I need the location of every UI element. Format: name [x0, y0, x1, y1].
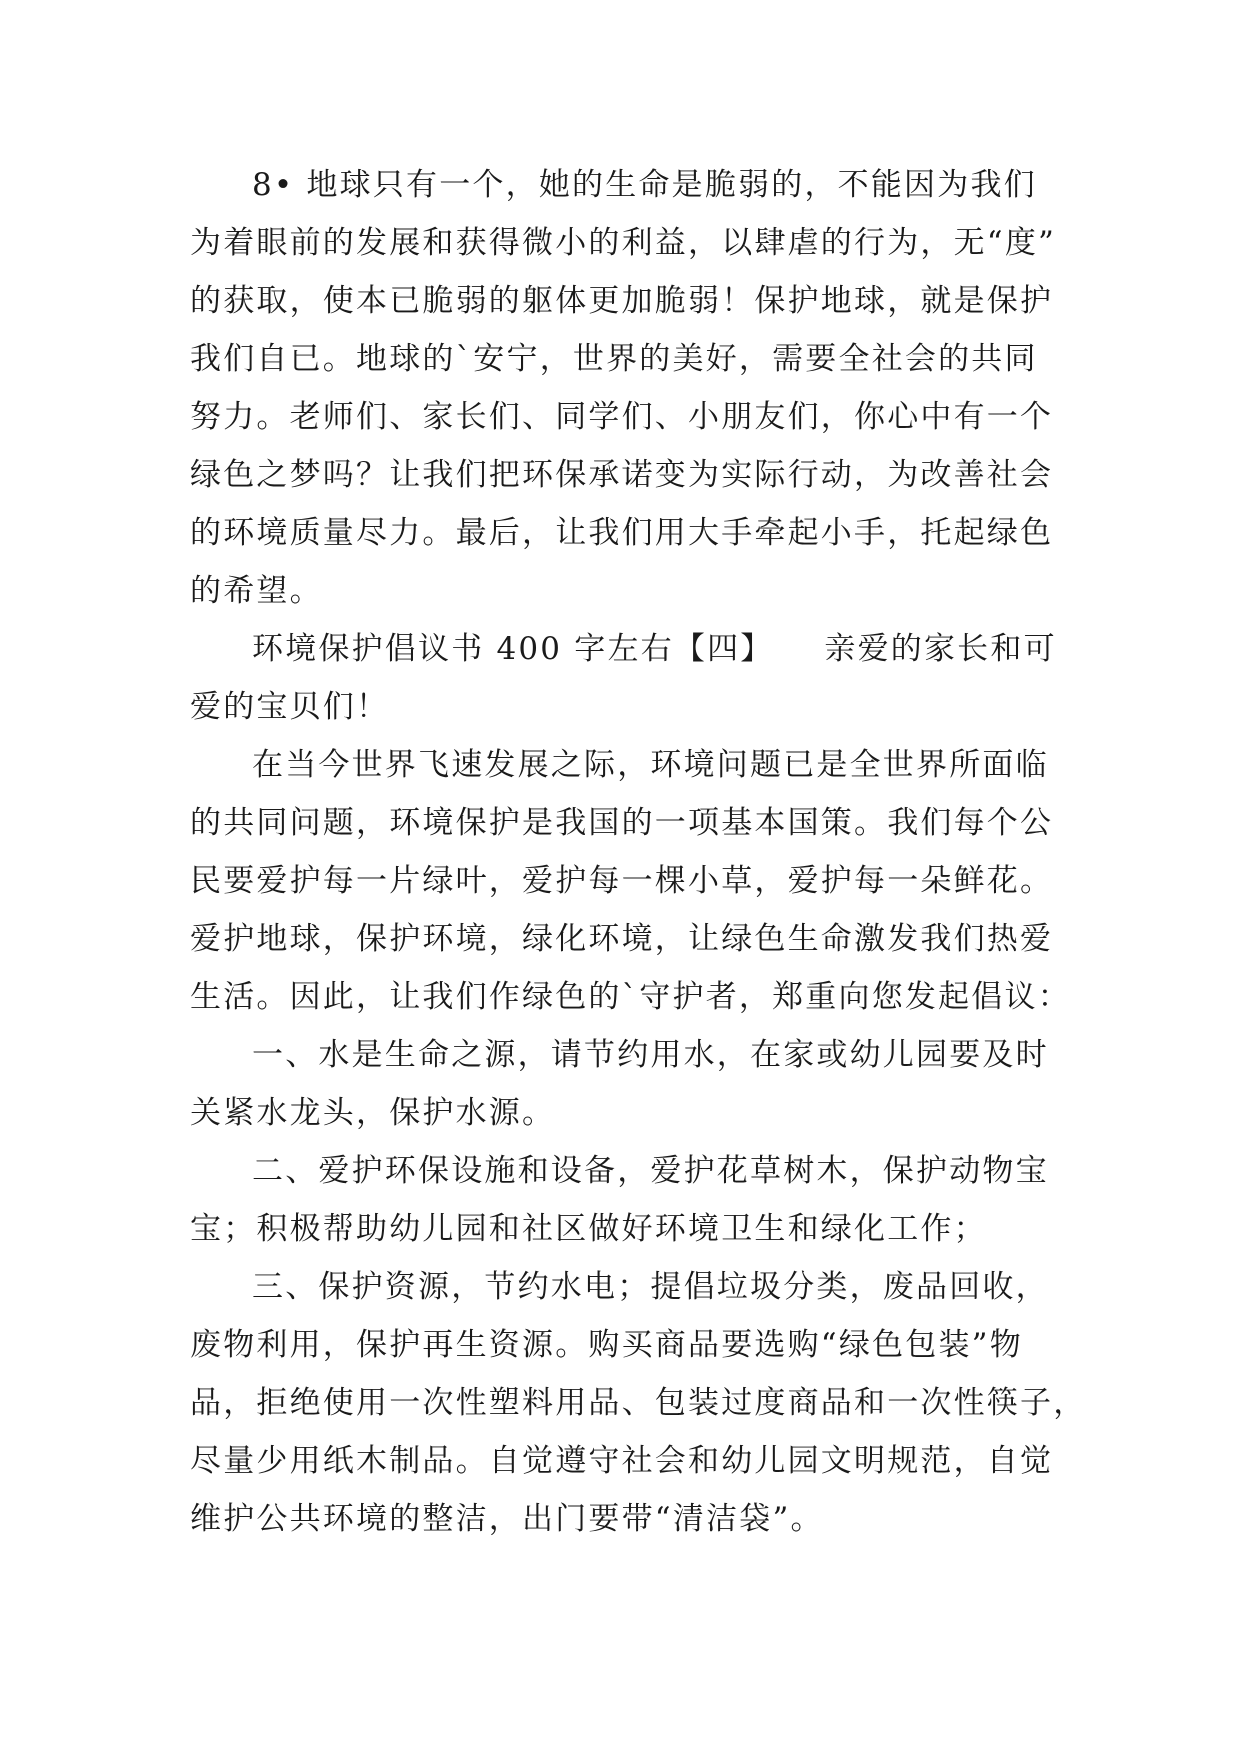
text-line-2: 为着眼前的发展和获得微小的利益，以肆虐的行为，无“度” [190, 225, 1057, 261]
section-heading-line: 环境保护倡议书 400 字左右【四】 亲爱的家长和可 [252, 631, 1057, 667]
proposal-1-line-1: 一、水是生命之源，请节约用水，在家或幼儿园要及时 [252, 1037, 1049, 1073]
text-line-3: 的获取，使本已脆弱的躯体更加脆弱！保护地球，就是保护 [190, 283, 1054, 319]
proposal-2-line-2: 宝；积极帮助幼儿园和社区做好环境卫生和绿化工作； [190, 1211, 987, 1247]
proposal-3-line-4: 尽量少用纸木制品。自觉遵守社会和幼儿园文明规范，自觉 [190, 1443, 1054, 1479]
text-line-5: 努力。老师们、家长们、同学们、小朋友们，你心中有一个 [190, 399, 1054, 435]
proposal-3-line-1: 三、保护资源，节约水电；提倡垃圾分类，废品回收， [252, 1269, 1049, 1305]
proposal-3-line-5: 维护公共环境的整洁，出门要带“清洁袋”。 [190, 1501, 824, 1537]
text-line-11: 在当今世界飞速发展之际，环境问题已是全世界所面临 [252, 747, 1049, 783]
salutation-line: 爱的宝贝们！ [190, 689, 390, 725]
text-line-15: 生活。因此，让我们作绿色的`守护者，郑重向您发起倡议： [190, 979, 1071, 1015]
proposal-1-line-2: 关紧水龙头，保护水源。 [190, 1095, 556, 1131]
text-line-6: 绿色之梦吗？让我们把环保承诺变为实际行动，为改善社会 [190, 457, 1054, 493]
proposal-2-line-1: 二、爱护环保设施和设备，爱护花草树木，保护动物宝 [252, 1153, 1049, 1189]
text-line-13: 民要爱护每一片绿叶，爱护每一棵小草，爱护每一朵鲜花。 [190, 863, 1054, 899]
text-line-8: 的希望。 [190, 573, 323, 609]
text-line-4: 我们自已。地球的`安宁，世界的美好，需要全社会的共同 [190, 341, 1038, 377]
text-line-1: 8• 地球只有一个，她的生命是脆弱的，不能因为我们 [252, 167, 1037, 203]
proposal-3-line-3: 品，拒绝使用一次性塑料用品、包装过度商品和一次性筷子， [190, 1385, 1087, 1421]
text-line-7: 的环境质量尽力。最后，让我们用大手牵起小手，托起绿色 [190, 515, 1054, 551]
proposal-3-line-2: 废物利用，保护再生资源。购买商品要选购“绿色包装”物 [190, 1327, 1023, 1363]
text-line-12: 的共同问题，环境保护是我国的一项基本国策。我们每个公 [190, 805, 1054, 841]
text-line-14: 爱护地球，保护环境，绿化环境，让绿色生命激发我们热爱 [190, 921, 1054, 957]
